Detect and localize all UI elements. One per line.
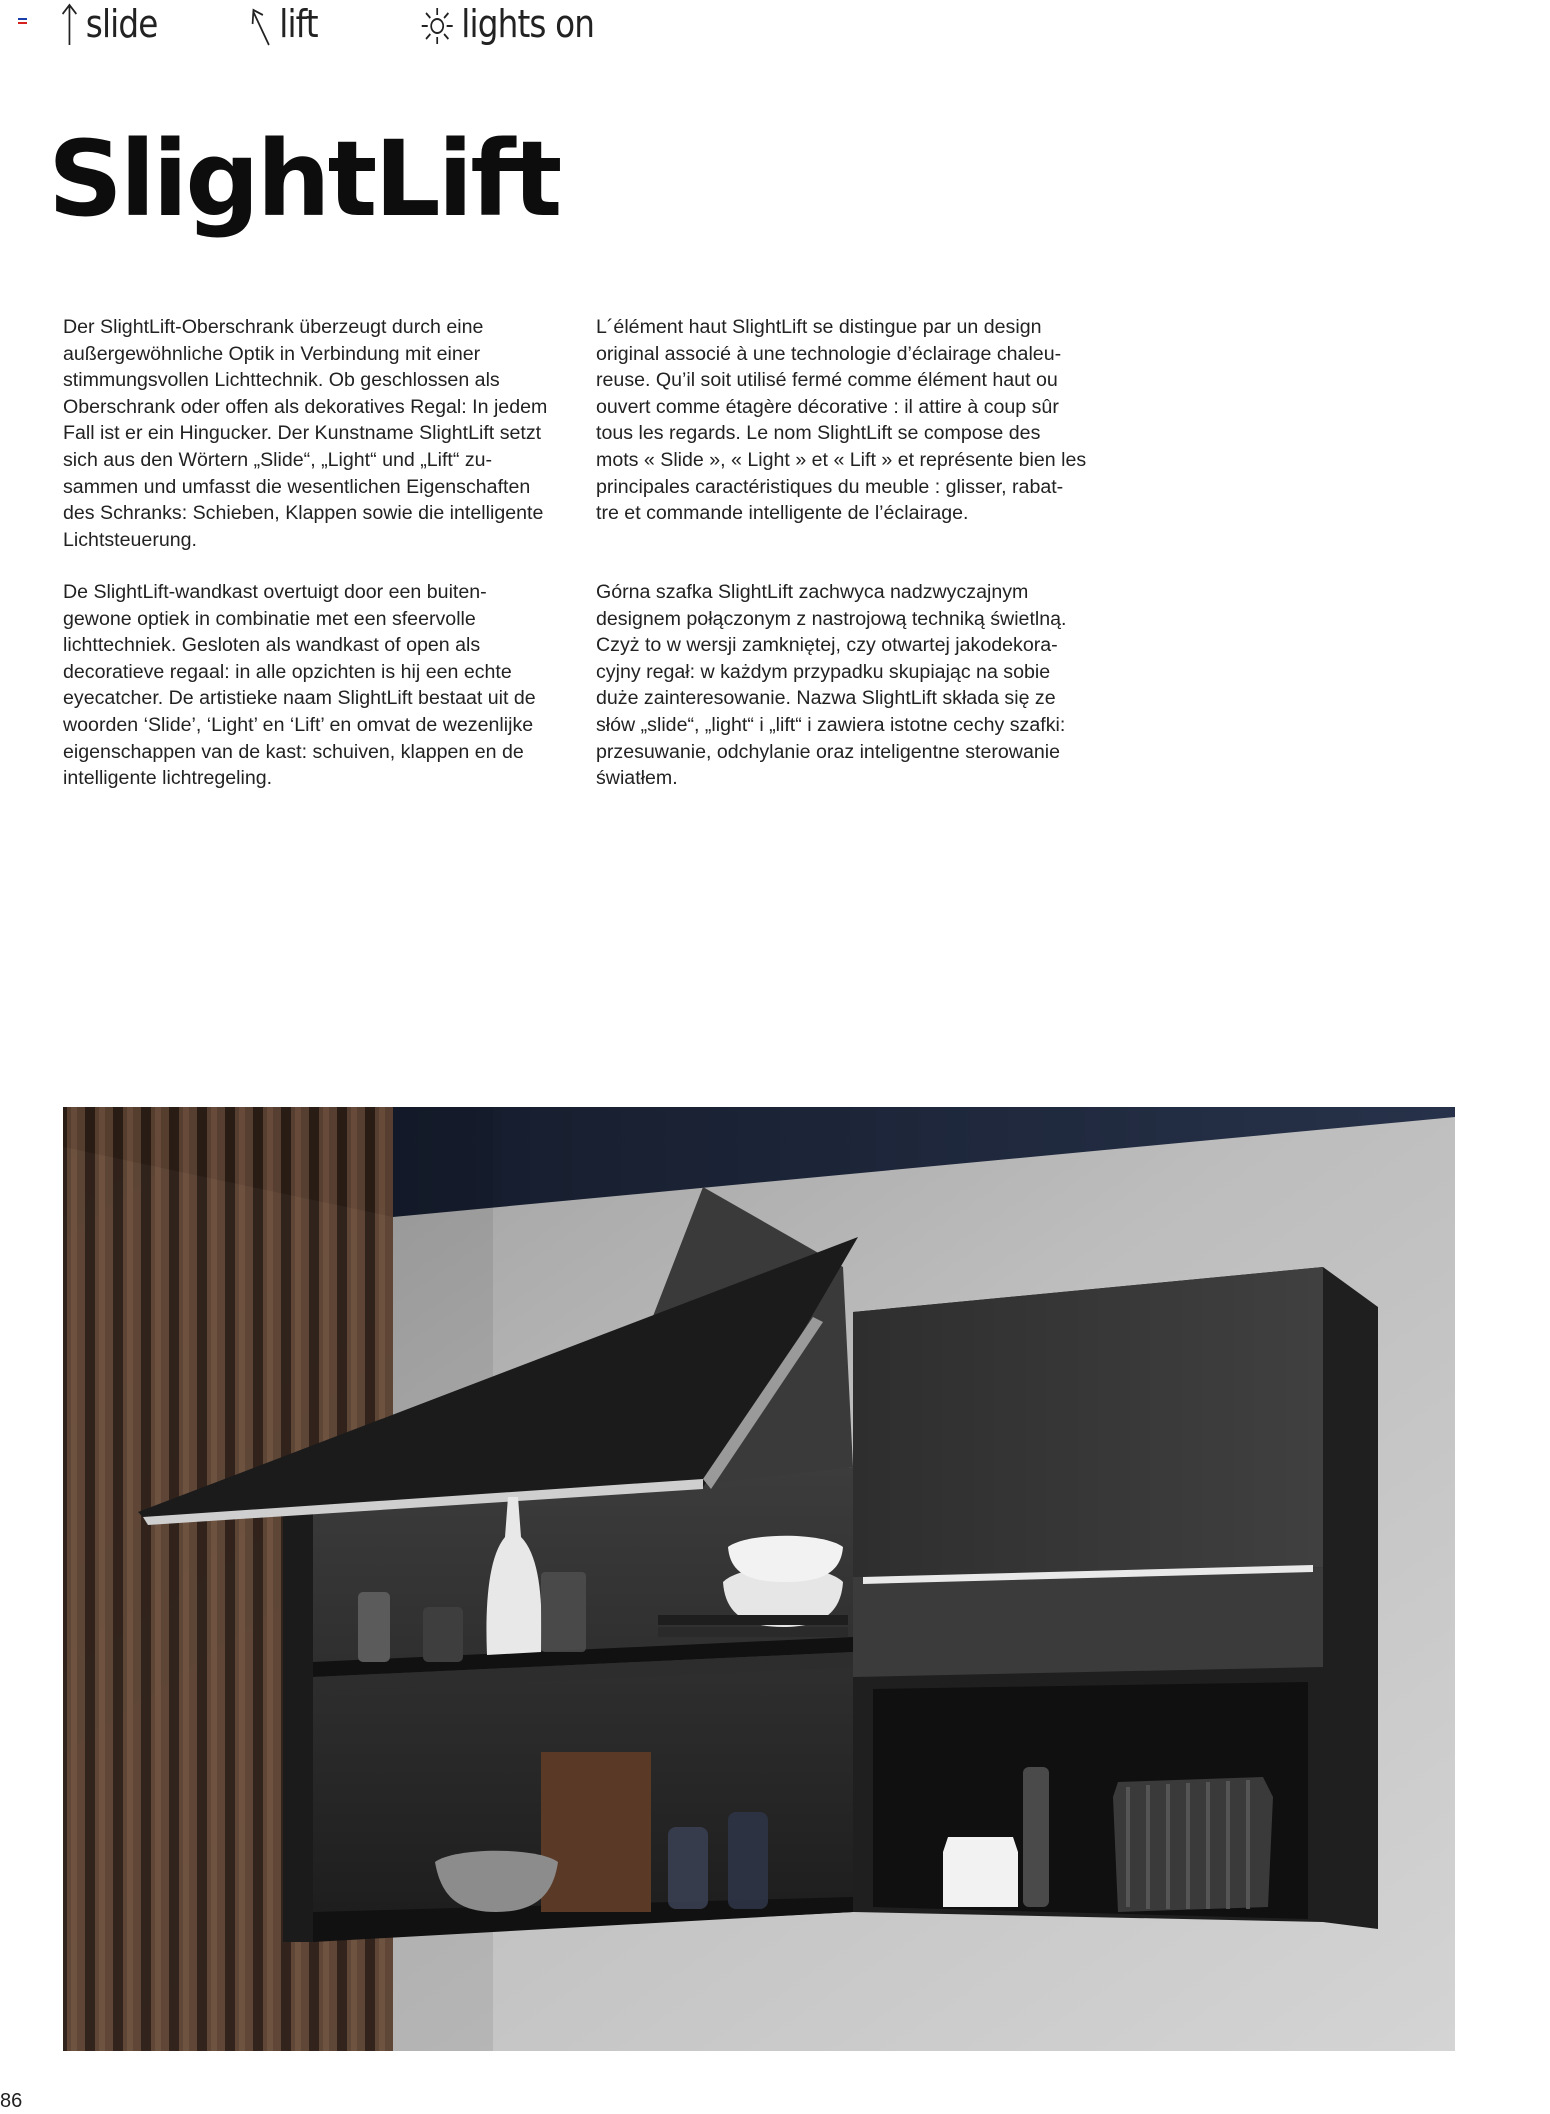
paragraph-polish [596, 579, 1096, 792]
paragraph-text: L´élément haut SlightLift se distingue par un design original associé à une technologie d’éclairage chaleu- reuse. Qu’il soit utilisé fermé comme élément haut ou ouvert comme étagère décorative : il attire à coup sûr tous les regards. Le nom SlightLift se compose des mots « Slide », « Light » et « Lift » et représente bien les principales caractéristiques du meuble : glisser, rabat- tre et commande intelligente de l’éclairage. [596, 316, 1087, 525]
up-left-arrow-icon [250, 6, 272, 46]
paragraph-text: Górna szafka SlightLift zachwyca nadzwyczajnym designem połączonym z nastrojową techniką świetlną. Czyż to w wersji zamkniętej, czy otwartej jakodekora- cyjny regał: w każdym przypadku skupiając na sobie duże zainteresowanie. Nazwa SlightLift składa się ze słów „slide“, „light“ i „lift“ i zawiera istotne cechy szafki: przesuwanie, odchylanie oraz inteligentne sterowanie światłem. [596, 581, 1067, 790]
paragraph-german [63, 314, 563, 553]
feature-label: slide [85, 2, 158, 46]
paragraph-text: De SlightLift-wandkast overtuigt door een buiten- gewone optiek in combinatie met een sfeervolle lichttechniek. Gesloten als wandkast of open als decoratieve regaal: in alle opzichten is hij een echte eyecatcher. De artistieke naam SlightLift bestaat uit de woorden ‘Slide’, ‘Light’ en ‘Lift’ en omvat de wezenlijke eigenschappen van de kast: schuiven, klappen en de intelligente lichtregeling. [63, 581, 536, 790]
cabinet-photo [63, 1107, 1455, 2051]
feature-row [0, 0, 700, 62]
feature-label: lift [279, 2, 318, 46]
page-number: 86 [0, 2090, 23, 2112]
sun-icon [420, 6, 454, 46]
cabinet-door [853, 1267, 1323, 1577]
paragraph-text: Der SlightLift-Oberschrank überzeugt durch eine außergewöhnliche Optik in Verbindung mit einer stimmungsvollen Lichttechnik. Ob geschlossen als Oberschrank oder offen als dekoratives Regal: In jedem Fall ist er ein Hingucker. Der Kunstname SlightLift setzt sich aus den Wörtern „Slide“, „Light“ und „Lift“ zu- sammen und umfasst die wesentlichen Eigenschaften des Schranks: Schieben, Klappen sowie die intelligente Lichtsteuerung. [63, 316, 548, 551]
paragraph-french [596, 314, 1096, 527]
feature-lift [250, 2, 318, 46]
white-jar [943, 1837, 1018, 1907]
feature-label: lights on [461, 2, 595, 46]
page-title: SlightLift [48, 118, 560, 240]
feature-slide [60, 2, 158, 46]
feature-lights-on [420, 2, 594, 46]
up-arrow-icon [60, 2, 79, 46]
paragraph-dutch [63, 579, 563, 792]
cutting-board [541, 1752, 651, 1912]
